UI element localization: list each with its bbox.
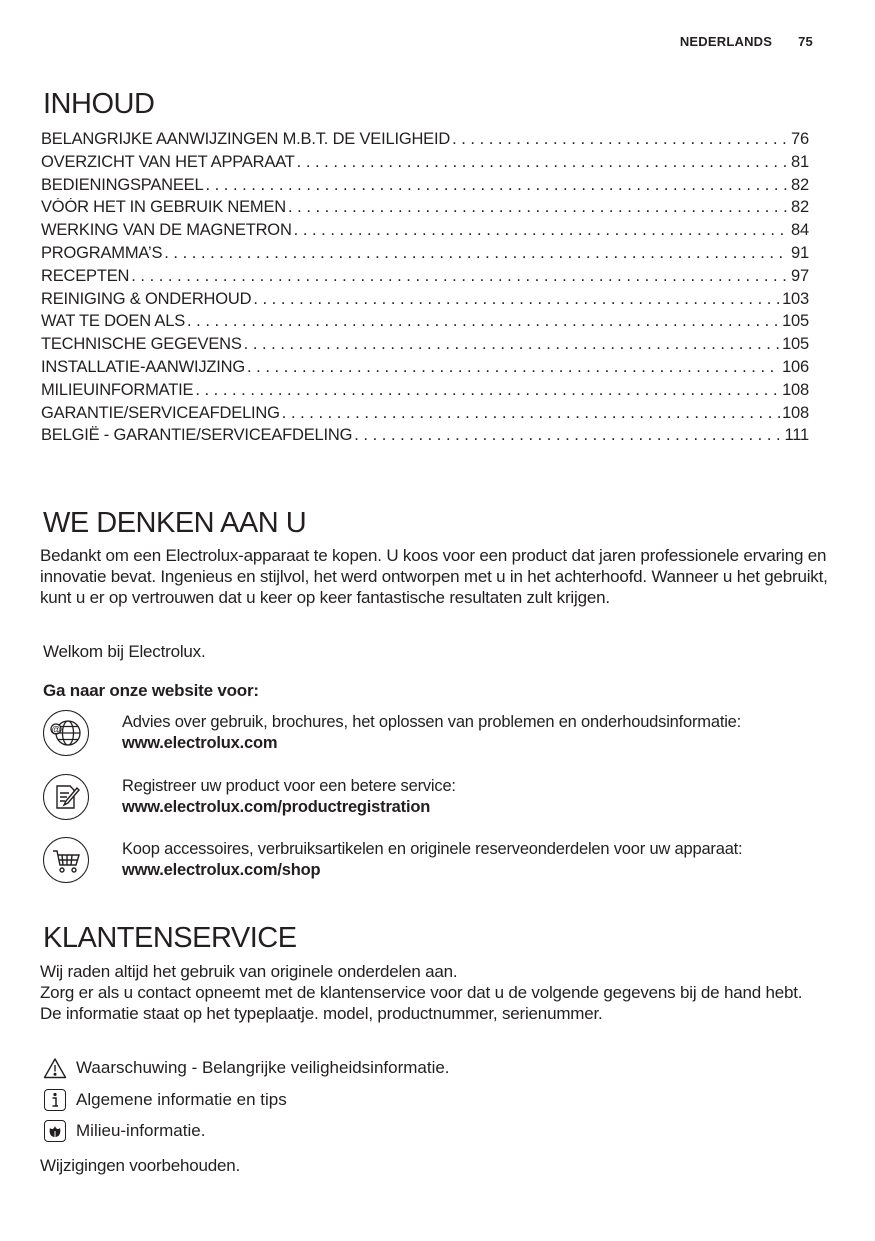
toc-entry[interactable] — [41, 221, 809, 244]
toc-entry[interactable] — [41, 244, 809, 267]
toc-entry-page: 108 — [782, 380, 809, 399]
toc-entry-title: VÓÓR HET IN GEBRUIK NEMEN — [41, 198, 286, 217]
toc-entry[interactable] — [41, 381, 809, 404]
link-description: Koop accessoires, verbruiksartikelen en originele reserveonderdelen voor uw apparaat: — [122, 840, 743, 858]
toc-title: INHOUD — [43, 88, 155, 120]
toc-entry-page: 76 — [791, 130, 809, 148]
toc-entry-title: TECHNISCHE GEGEVENS — [41, 335, 242, 354]
toc-entry-title: WERKING VAN DE MAGNETRON — [41, 221, 292, 240]
toc-entry[interactable] — [41, 153, 809, 176]
registration-form-icon — [43, 774, 89, 820]
toc-entry-title: BELGIË - GARANTIE/SERVICEAFDELING — [41, 426, 353, 445]
website-link-registration — [43, 774, 823, 830]
customer-service-line: Zorg er als u contact opneemt met de klantenservice voor dat u de volgende gegevens bij de hand hebt. — [40, 983, 803, 1002]
toc-entry-page: 105 — [782, 335, 809, 354]
note-environment — [43, 1119, 205, 1143]
customer-service-text — [40, 961, 830, 1024]
toc-entry[interactable] — [41, 404, 809, 427]
toc-entry[interactable] — [41, 130, 809, 153]
website-link-support — [43, 710, 823, 766]
toc-entry-page: 106 — [782, 357, 809, 376]
toc-entry[interactable] — [41, 426, 809, 449]
toc-entry-title: BELANGRIJKE AANWIJZINGEN M.B.T. DE VEILIGHEID — [41, 130, 451, 148]
toc-entry-page: 105 — [782, 312, 809, 331]
note-text: Milieu-informatie. — [76, 1121, 206, 1140]
toc-entry-page: 82 — [791, 175, 809, 194]
toc-entry[interactable] — [41, 312, 809, 335]
toc-entry-title: MILIEUINFORMATIE — [41, 380, 194, 399]
toc-entry[interactable] — [41, 358, 809, 381]
svg-text:@: @ — [51, 724, 61, 735]
toc-entry-title: INSTALLATIE-AANWIJZING — [41, 357, 246, 376]
website-heading: Ga naar onze website voor: — [43, 681, 259, 700]
website-link-shop — [43, 837, 823, 893]
website-url-link[interactable]: www.electrolux.com/shop — [122, 861, 321, 879]
toc-entry-title: PROGRAMMA’S — [41, 243, 163, 262]
website-url-link[interactable]: www.electrolux.com/productregistration — [122, 798, 431, 816]
footer-note: Wijzigingen voorbehouden. — [40, 1156, 241, 1175]
intro-paragraph: Bedankt om een Electrolux-apparaat te kopen. U koos voor een product dat jaren professionele ervaring en innovatie bevat. Ingenieus en stijlvol, het werd ontworpen met u in het achterhoofd. Wanneer u het gebruikt, kunt u er op vertrouwen dat u keer op keer fantastische resultaten zult krijgen. — [40, 546, 828, 607]
toc-entry-page: 97 — [791, 266, 809, 285]
toc-entry-page: 81 — [791, 152, 809, 171]
page-number: 75 — [798, 34, 813, 49]
note-warning — [43, 1056, 450, 1080]
toc-entry-page: 111 — [784, 426, 809, 445]
globe-icon — [43, 710, 89, 756]
toc-entry-page: 91 — [791, 243, 809, 262]
customer-service-line: De informatie staat op het typeplaatje. model, productnummer, serienummer. — [40, 1004, 603, 1023]
toc-entry[interactable] — [41, 290, 809, 313]
note-text: Waarschuwing - Belangrijke veiligheidsinformatie. — [76, 1058, 450, 1077]
toc-entry-page: 82 — [791, 198, 809, 217]
page-header — [680, 34, 813, 49]
customer-service-title: KLANTENSERVICE — [43, 922, 297, 954]
info-icon — [43, 1088, 67, 1112]
toc-entry-title: BEDIENINGSPANEEL — [41, 175, 204, 194]
toc-entry-page: 108 — [782, 403, 809, 422]
toc-entry-title: RECEPTEN — [41, 266, 130, 285]
toc-entry-page: 103 — [782, 289, 809, 308]
shopping-cart-icon — [43, 837, 89, 883]
table-of-contents — [41, 130, 809, 449]
welcome-section-title: WE DENKEN AAN U — [43, 507, 307, 539]
link-description: Registreer uw product voor een betere service: — [122, 777, 456, 795]
toc-entry-title: OVERZICHT VAN HET APPARAAT — [41, 152, 295, 171]
toc-entry[interactable] — [41, 267, 809, 290]
welcome-text: Welkom bij Electrolux. — [43, 642, 206, 661]
toc-entry-title: REINIGING & ONDERHOUD — [41, 289, 252, 308]
toc-entry-title: GARANTIE/SERVICEAFDELING — [41, 403, 280, 422]
note-text: Algemene informatie en tips — [76, 1090, 287, 1109]
toc-entry-title: WAT TE DOEN ALS — [41, 312, 186, 331]
note-info — [43, 1088, 287, 1112]
environment-icon — [43, 1119, 67, 1143]
toc-entry-page: 84 — [791, 221, 809, 240]
toc-entry[interactable] — [41, 335, 809, 358]
customer-service-line: Wij raden altijd het gebruik van originele onderdelen aan. — [40, 962, 458, 981]
link-description: Advies over gebruik, brochures, het oplossen van problemen en onderhoudsinformatie: — [122, 713, 742, 731]
warning-icon — [43, 1056, 67, 1080]
website-url-link[interactable]: www.electrolux.com — [122, 734, 278, 752]
header-language: NEDERLANDS — [679, 34, 773, 49]
toc-entry[interactable] — [41, 176, 809, 199]
toc-entry[interactable] — [41, 198, 809, 221]
